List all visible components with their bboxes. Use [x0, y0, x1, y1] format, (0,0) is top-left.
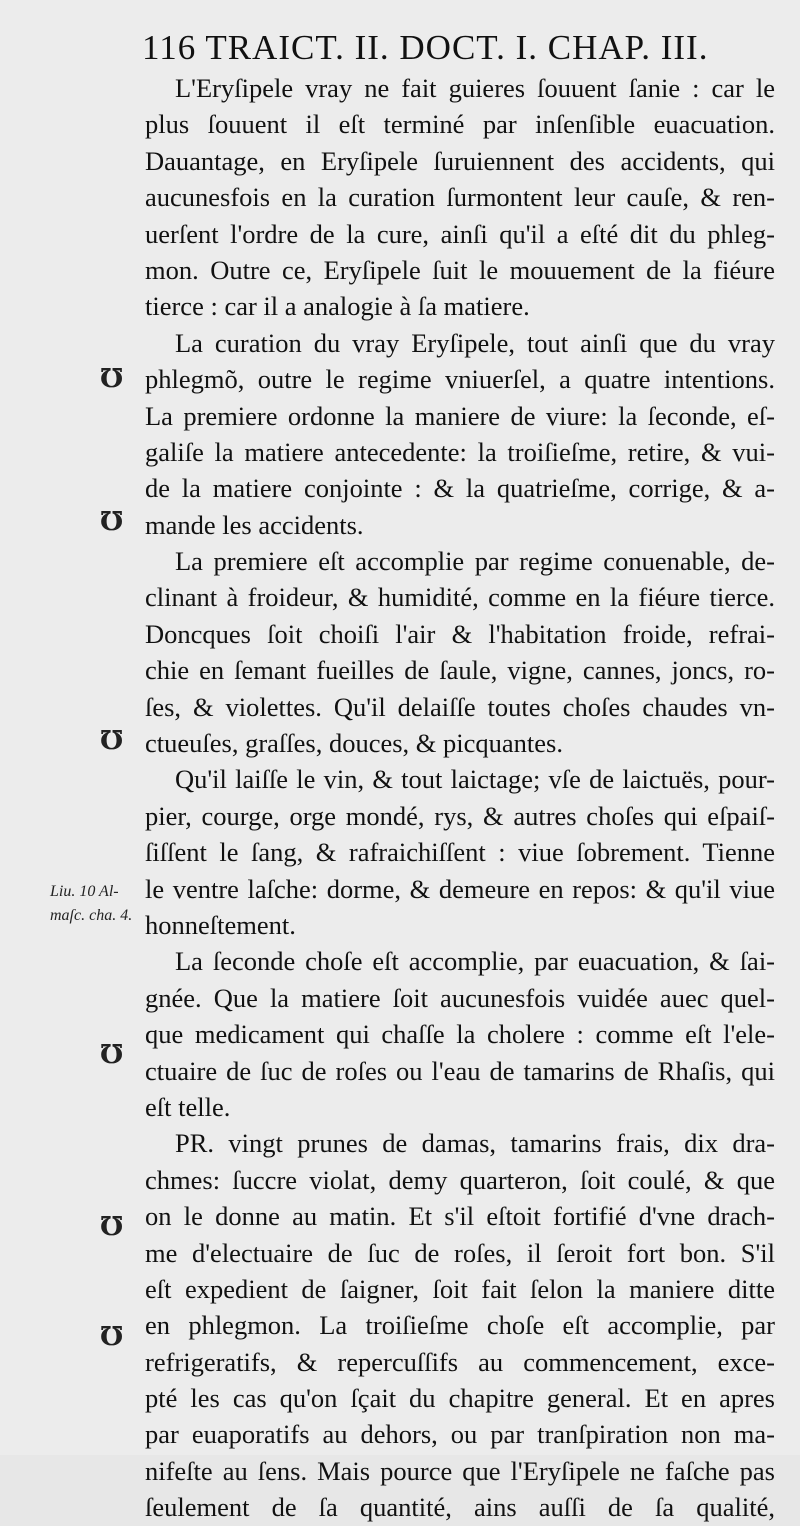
text-line: plus ſouuent il eſt terminé par inſenſible euacuation.	[145, 109, 775, 140]
text-line: phlegmõ, outre le regime vniuerſel, a quatre intentions.	[145, 364, 775, 395]
text-line: ſes, & violettes. Qu'il delaiſſe toutes choſes chaudes vn-	[145, 691, 775, 722]
text-line: ſiſſent le ſang, & rafraichiſſent : viue ſobrement. Tienne	[145, 837, 775, 868]
text-line: en phlegmon. La troiſieſme choſe eſt accomplie, par	[145, 1310, 775, 1341]
marginal-mark-icon: ℧	[100, 507, 124, 536]
text-line: honneſtement.	[145, 909, 296, 940]
marginal-mark-icon: ℧	[100, 364, 124, 393]
text-line: Qu'il laiſſe le vin, & tout laictage; vſe de laictuës, pour-	[175, 764, 775, 795]
margin-note	[50, 880, 132, 928]
text-line: me d'electuaire de ſuc de roſes, il ſeroit fort bon. S'il	[145, 1237, 775, 1268]
text-line: Doncques ſoit choiſi l'air & l'habitation froide, refrai-	[145, 618, 775, 649]
text-line: ctueuſes, graſſes, douces, & picquantes.	[145, 728, 563, 759]
text-line: eſt expedient de ſaigner, ſoit fait ſelon la maniere ditte	[145, 1273, 775, 1304]
text-line: PR. vingt prunes de damas, tamarins frais, dix dra-	[175, 1128, 775, 1159]
text-line: eſt telle.	[145, 1091, 231, 1122]
text-line: tierce : car il a analogie à ſa matiere.	[145, 291, 530, 322]
text-line: aucunesfois en la curation ſurmontent leur cauſe, & ren-	[145, 182, 775, 213]
text-line: La curation du vray Eryſipele, tout ainſi que du vray	[175, 327, 775, 358]
text-line: de la matiere conjointe : & la quatrieſme, corrige, & a-	[145, 473, 775, 504]
marginal-mark-icon: ℧	[100, 1322, 124, 1351]
text-line: gnée. Que la matiere ſoit aucunesfois vuidée auec quel-	[145, 982, 775, 1013]
text-line: clinant à froideur, & humidité, comme en la fiéure tierce.	[145, 582, 775, 613]
text-line: mon. Outre ce, Eryſipele ſuit le mouuement de la fiéure	[145, 254, 775, 285]
marginal-mark-icon: ℧	[100, 1212, 124, 1241]
margin-note-line: maſc. cha. 4.	[50, 907, 133, 924]
text-line: galiſe la matiere antecedente: la troiſieſme, retire, & vui-	[145, 436, 775, 467]
text-line: par euaporatifs au dehors, ou par tranſpiration non ma-	[145, 1419, 775, 1450]
body-text	[145, 70, 775, 1526]
text-line: que medicament qui chaſſe la cholere : comme eſt l'ele-	[145, 1019, 775, 1050]
page-header: 116 TRAICT. II. DOCT. I. CHAP. III.	[142, 28, 709, 67]
text-line: chmes: ſuccre violat, demy quarteron, ſoit coulé, & que	[145, 1164, 775, 1195]
text-line: La ſeconde choſe eſt accomplie, par euacuation, & ſai-	[175, 946, 775, 977]
text-line: Dauantage, en Eryſipele ſuruiennent des accidents, qui	[145, 145, 775, 176]
text-line: refrigeratifs, & repercuſſifs au commencement, exce-	[145, 1346, 775, 1377]
text-line: La premiere ordonne la maniere de viure: la ſeconde, eſ-	[145, 400, 775, 431]
text-line: pté les cas qu'on ſçait du chapitre general. Et en apres	[145, 1383, 775, 1414]
text-line: La premiere eſt accomplie par regime conuenable, de-	[175, 546, 775, 577]
text-line: ſeulement de ſa quantité, ains auſſi de ſa qualité,	[145, 1492, 775, 1523]
text-line: L'Eryſipele vray ne fait guieres ſouuent ſanie : car le	[175, 73, 775, 103]
text-line: uerſent l'ordre de la cure, ainſi qu'il a eſté dit du phleg-	[145, 218, 775, 249]
marginal-mark-icon: ℧	[100, 1040, 124, 1069]
text-line: pier, courge, orge mondé, rys, & autres choſes qui eſpaiſ-	[145, 800, 775, 831]
text-line: mande les accidents.	[145, 509, 364, 540]
text-line: le ventre laſche: dorme, & demeure en repos: & qu'il viue	[145, 873, 775, 904]
text-line: chie en ſemant fueilles de ſaule, vigne, cannes, joncs, ro-	[145, 655, 775, 686]
margin-note-line: Liu. 10 Al-	[50, 883, 119, 900]
text-line: on le donne au matin. Et s'il eſtoit fortifié d'vne drach-	[145, 1201, 775, 1232]
marginal-mark-icon: ℧	[100, 726, 124, 755]
text-line: nifeſte au ſens. Mais pource que l'Eryſipele ne faſche pas	[145, 1455, 775, 1486]
text-line: ctuaire de ſuc de roſes ou l'eau de tamarins de Rhaſis, qui	[145, 1055, 775, 1086]
